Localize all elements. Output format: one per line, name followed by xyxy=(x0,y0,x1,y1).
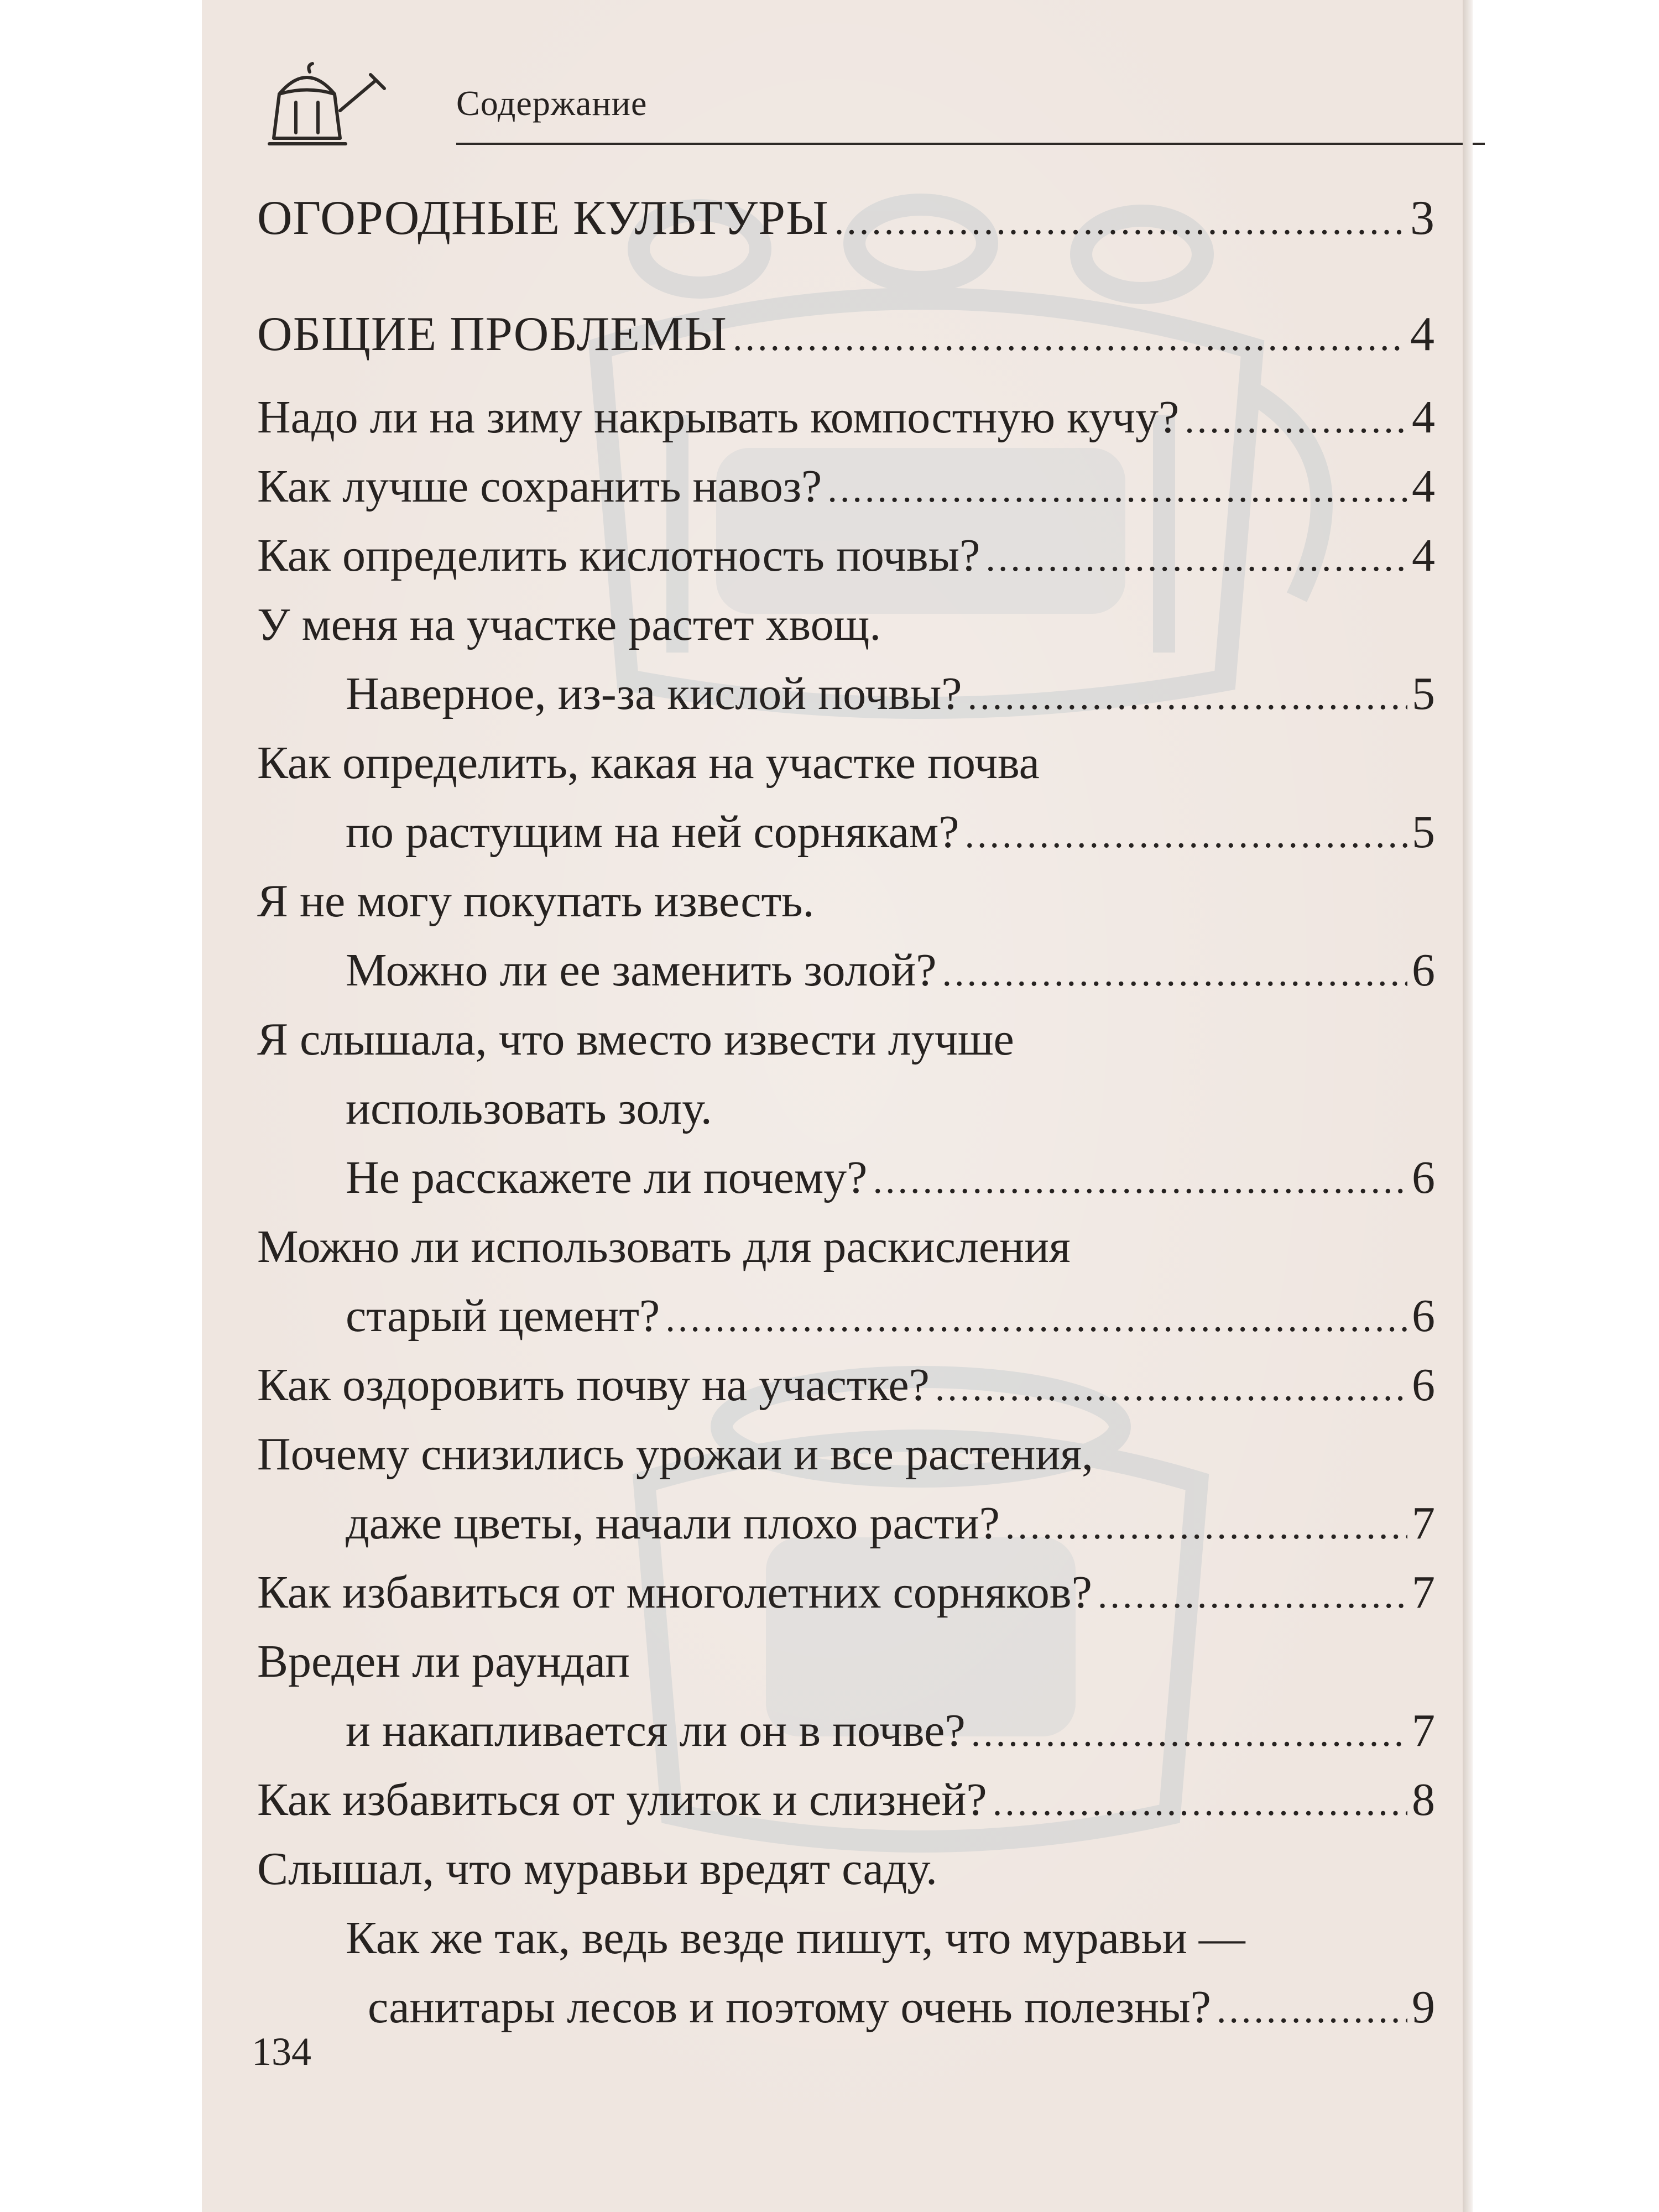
toc-page-number: 6 xyxy=(1412,1359,1435,1411)
toc-entry-title: ОГОРОДНЫЕ КУЛЬТУРЫ xyxy=(257,191,829,245)
dot-leader xyxy=(873,1153,1407,1208)
toc-page-number: 4 xyxy=(1412,530,1435,581)
toc-entry[interactable] xyxy=(346,666,1435,722)
dot-leader xyxy=(733,310,1406,366)
toc-entry-title: ОБЩИЕ ПРОБЛЕМЫ xyxy=(257,307,728,361)
toc-page-number: 7 xyxy=(1412,1498,1435,1549)
toc-entry[interactable] xyxy=(346,1496,1435,1551)
toc-entry[interactable] xyxy=(346,1288,1435,1344)
toc-entry-line[interactable] xyxy=(257,597,1435,653)
toc-entry-continuation: старый цемент? xyxy=(346,1290,660,1342)
toc-entry-line[interactable] xyxy=(257,1219,1435,1275)
toc-entry-title: Как определить кислотность почвы? xyxy=(257,530,980,581)
toc-entry-line[interactable] xyxy=(257,1427,1435,1482)
dot-leader xyxy=(665,1291,1407,1347)
toc-entry-line[interactable] xyxy=(346,1081,1435,1136)
toc-entry-line[interactable] xyxy=(257,1012,1435,1067)
toc-page-number: 7 xyxy=(1412,1567,1435,1618)
book-page xyxy=(202,0,1463,2212)
dot-leader xyxy=(1098,1568,1407,1623)
toc-page-number: 4 xyxy=(1410,307,1435,361)
dot-leader xyxy=(985,531,1407,586)
toc-entry-continuation: Не расскажете ли почему? xyxy=(346,1152,868,1203)
dot-leader xyxy=(993,1775,1407,1830)
toc-entry-continuation: и накапливается ли он в почве? xyxy=(346,1705,966,1756)
toc-entry-title: Слышал, что муравьи вредят саду. xyxy=(257,1843,938,1895)
toc-entry-line[interactable] xyxy=(346,1911,1435,1966)
page-header xyxy=(257,44,1430,155)
dot-leader xyxy=(968,669,1407,724)
toc-entry[interactable] xyxy=(368,1980,1435,2035)
toc-entry[interactable] xyxy=(346,943,1435,998)
dot-leader xyxy=(1005,1499,1407,1554)
toc-page-number: 6 xyxy=(1412,945,1435,996)
toc-entry-title: Можно ли использовать для раскисления xyxy=(257,1221,1071,1272)
toc-entry[interactable] xyxy=(257,1358,1435,1413)
toc-entry[interactable] xyxy=(257,1565,1435,1620)
toc-entry-title: Вреден ли раундап xyxy=(257,1636,630,1687)
watering-can-icon xyxy=(257,55,395,149)
page-edge xyxy=(1463,0,1473,2212)
toc-entry-continuation: Как же так, ведь везде пишут, что муравьи — xyxy=(346,1912,1245,1964)
toc-entry-continuation: использовать золу. xyxy=(346,1083,712,1134)
toc-page-number: 6 xyxy=(1412,1290,1435,1342)
toc-entry-title: Я слышала, что вместо извести лучше xyxy=(257,1014,1014,1065)
toc-entry-title: У меня на участке растет хвощ. xyxy=(257,599,881,650)
dot-leader xyxy=(964,807,1407,863)
toc-entry-title: Почему снизились урожаи и все растения, xyxy=(257,1428,1093,1480)
toc-page-number: 5 xyxy=(1412,668,1435,719)
dot-leader xyxy=(971,1706,1407,1761)
toc-entry-title: Как лучше сохранить навоз? xyxy=(257,461,822,512)
toc-page-number: 3 xyxy=(1410,191,1435,245)
toc-entry[interactable] xyxy=(257,1772,1435,1828)
toc-entry-title: Как избавиться от улиток и слизней? xyxy=(257,1774,987,1825)
toc-entry[interactable] xyxy=(257,528,1435,583)
toc-entry-continuation: Наверное, из-за кислой почвы? xyxy=(346,668,962,719)
dot-leader xyxy=(1185,393,1407,448)
dot-leader xyxy=(834,194,1406,249)
header-rule xyxy=(456,143,1485,145)
toc-entry[interactable] xyxy=(257,459,1435,514)
running-header: Содержание xyxy=(456,84,648,123)
toc-entry-line[interactable] xyxy=(257,735,1435,791)
toc-entry-line[interactable] xyxy=(257,874,1435,929)
toc-entry-title: Как определить, какая на участке почва xyxy=(257,737,1040,789)
toc-page-number: 5 xyxy=(1412,806,1435,858)
toc-entry-title: Надо ли на зиму накрывать компостную кучу? xyxy=(257,392,1180,443)
toc-entry-title: Как оздоровить почву на участке? xyxy=(257,1359,930,1411)
toc-entry[interactable] xyxy=(257,390,1435,445)
toc-page-number: 9 xyxy=(1412,1981,1435,2033)
toc-entry[interactable] xyxy=(346,805,1435,860)
toc-entry-continuation: санитары лесов и поэтому очень полезны? xyxy=(368,1981,1211,2033)
dot-leader xyxy=(827,462,1407,517)
dot-leader xyxy=(935,1360,1407,1416)
toc-entry[interactable] xyxy=(257,191,1435,246)
toc-page-number: 4 xyxy=(1412,461,1435,512)
toc-page-number: 4 xyxy=(1412,392,1435,443)
toc-page-number: 8 xyxy=(1412,1774,1435,1825)
toc-page-number: 6 xyxy=(1412,1152,1435,1203)
dot-leader xyxy=(1217,1983,1407,2038)
page-number-footer: 134 xyxy=(252,2030,311,2074)
toc-entry[interactable] xyxy=(346,1703,1435,1759)
toc-entry-title: Как избавиться от многолетних сорняков? xyxy=(257,1567,1092,1618)
toc-entry-continuation: даже цветы, начали плохо расти? xyxy=(346,1498,1000,1549)
toc-page-number: 7 xyxy=(1412,1705,1435,1756)
toc-entry-line[interactable] xyxy=(257,1841,1435,1897)
toc-entry[interactable] xyxy=(257,307,1435,362)
toc-entry-title: Я не могу покупать известь. xyxy=(257,875,815,927)
toc-entry-line[interactable] xyxy=(257,1634,1435,1689)
toc-entry[interactable] xyxy=(346,1150,1435,1206)
dot-leader xyxy=(942,946,1408,1001)
toc-entry-continuation: по растущим на ней сорнякам? xyxy=(346,806,959,858)
toc-entry-continuation: Можно ли ее заменить золой? xyxy=(346,945,937,996)
